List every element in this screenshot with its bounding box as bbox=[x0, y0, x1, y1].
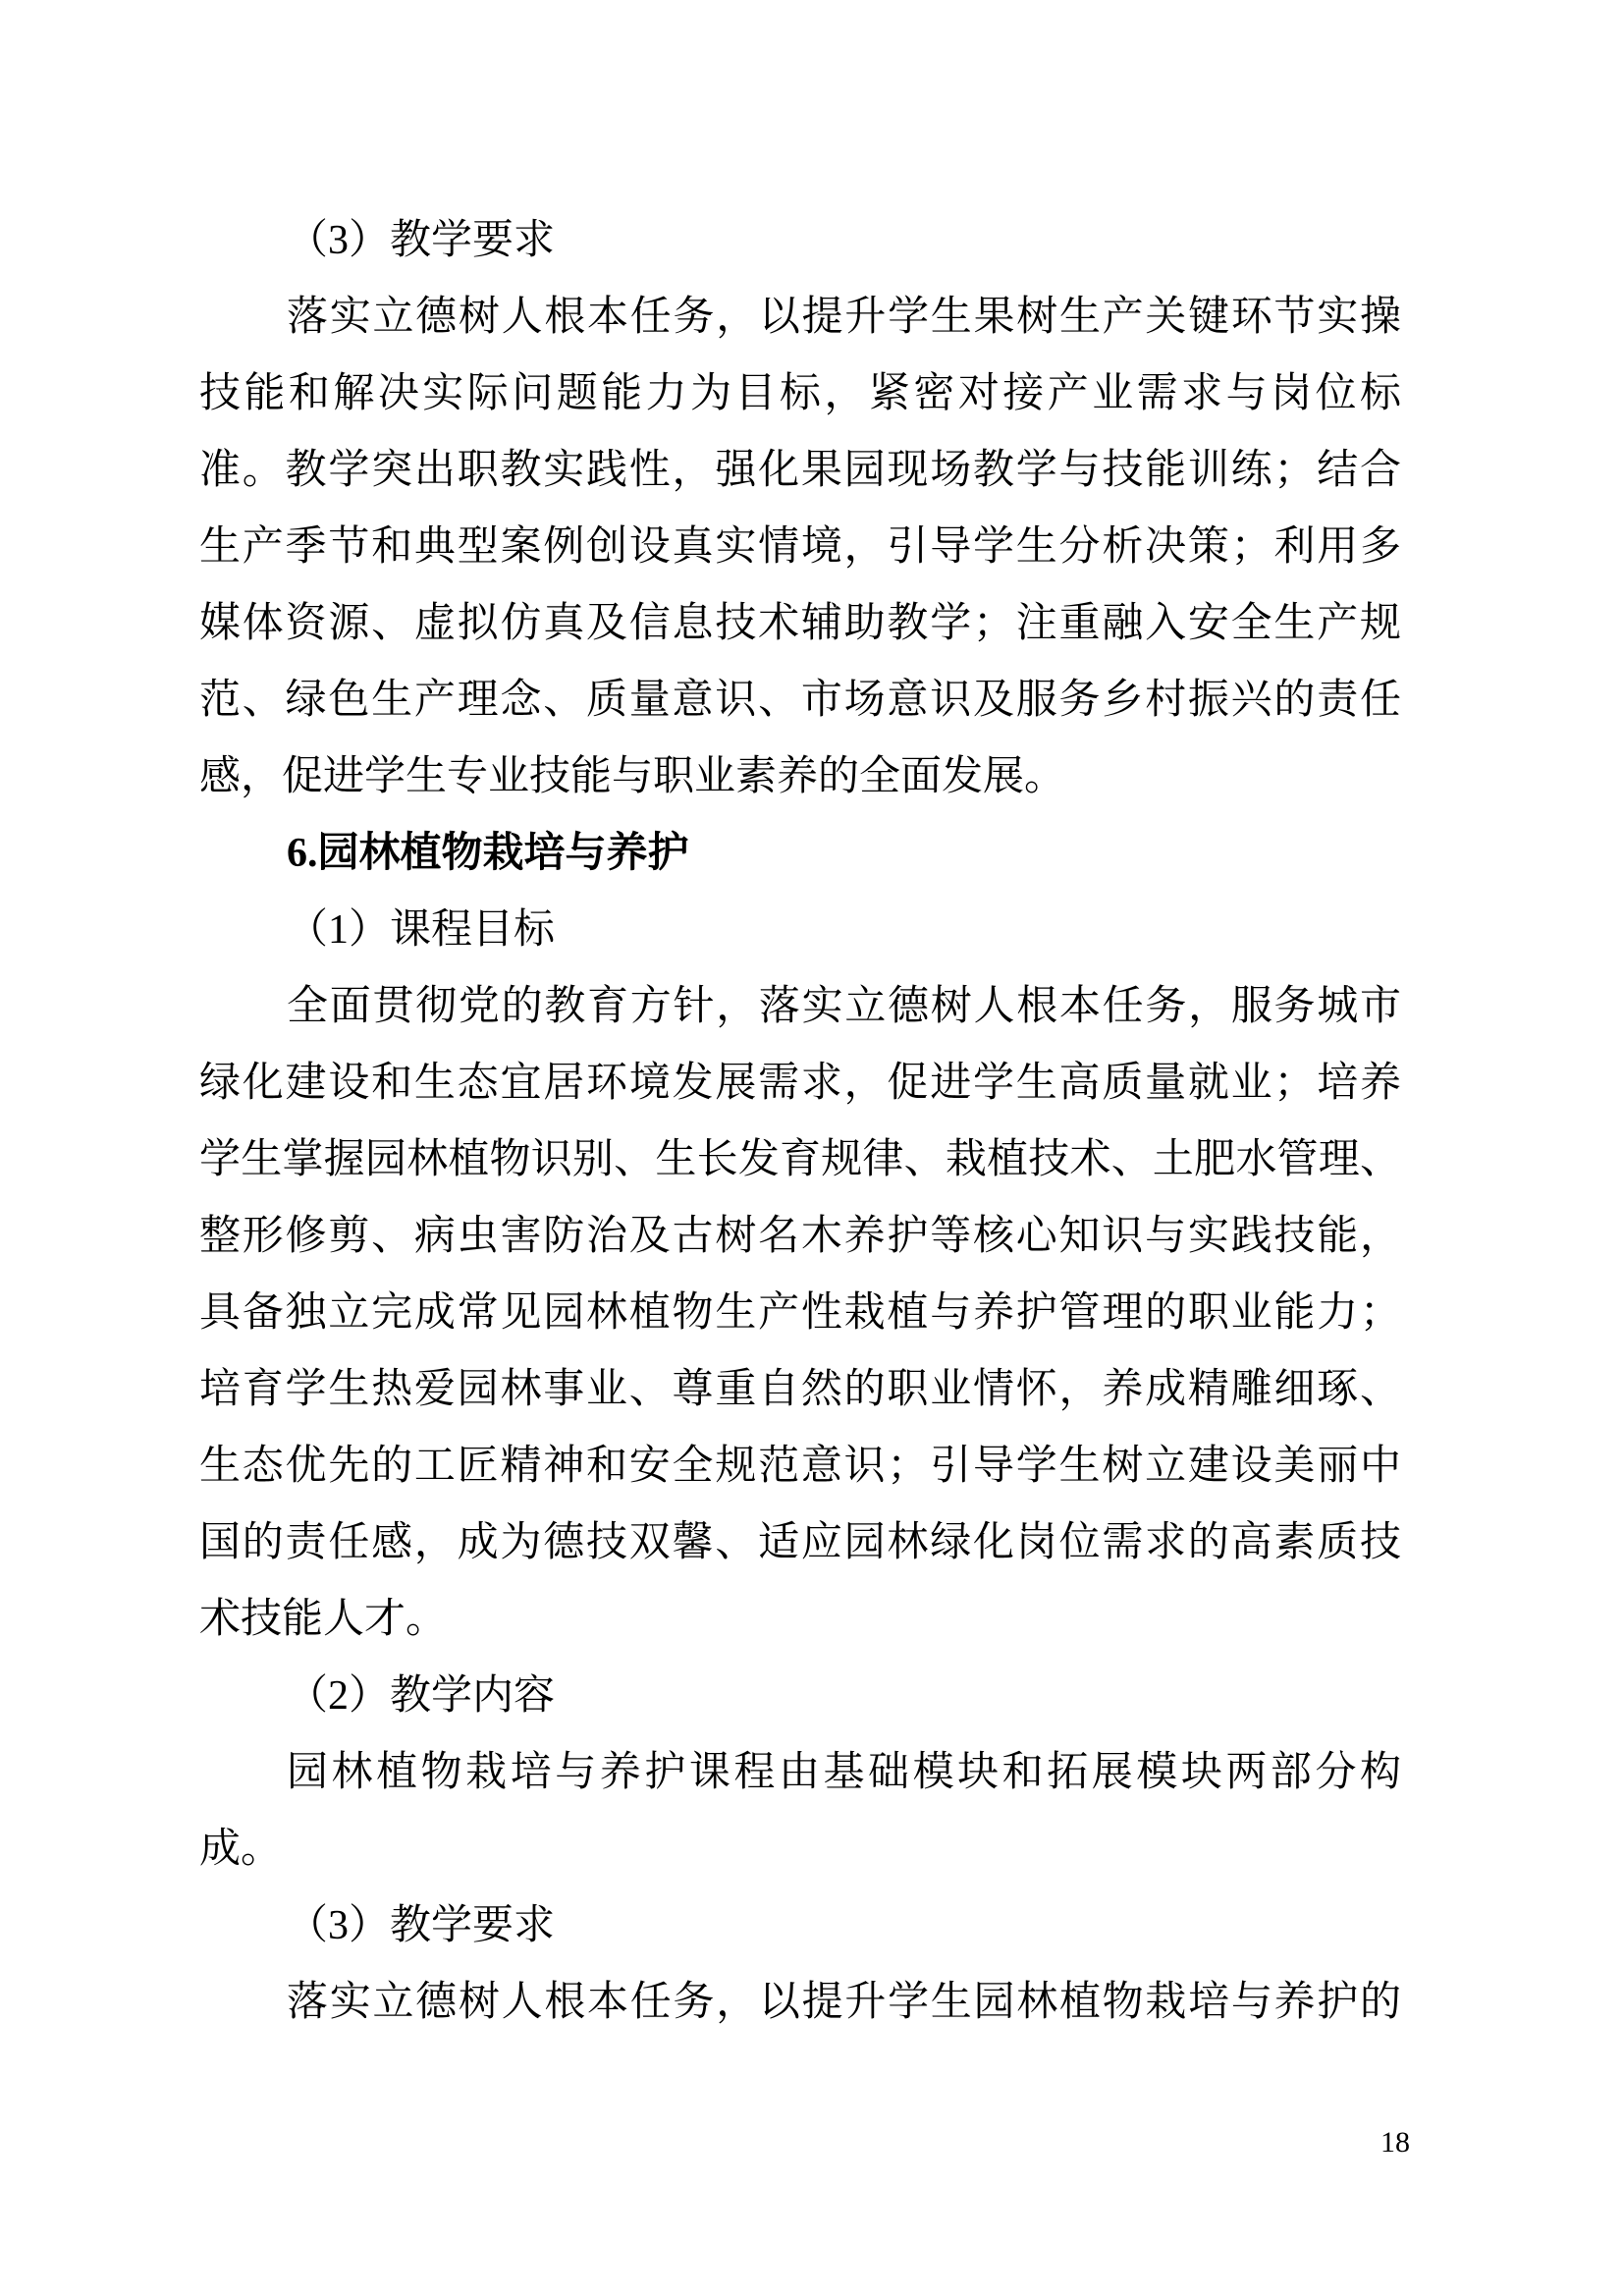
text-line: 国的责任感，成为德技双馨、适应园林绿化岗位需求的高素质技 bbox=[199, 1520, 1401, 1565]
page-number: 18 bbox=[1380, 2126, 1410, 2159]
text-line: 成。 bbox=[199, 1827, 283, 1872]
text-line: 整形修剪、病虫害防治及古树名木养护等核心知识与实践技能， bbox=[199, 1214, 1401, 1259]
document-body bbox=[199, 202, 1401, 2041]
text-line: 生态优先的工匠精神和安全规范意识；引导学生树立建设美丽中 bbox=[199, 1444, 1401, 1489]
text-line: 园林植物栽培与养护课程由基础模块和拓展模块两部分构 bbox=[287, 1750, 1401, 1795]
text-line: 培育学生热爱园林事业、尊重自然的职业情怀，养成精雕细琢、 bbox=[199, 1367, 1401, 1412]
text-line: 感，促进学生专业技能与职业素养的全面发展。 bbox=[199, 754, 1066, 799]
text-line: 术技能人才。 bbox=[199, 1597, 448, 1642]
text-line: 全面贯彻党的教育方针，落实立德树人根本任务，服务城市 bbox=[287, 984, 1401, 1029]
text-line: 技能和解决实际问题能力为目标，紧密对接产业需求与岗位标 bbox=[199, 371, 1401, 416]
text-line: （3）教学要求 bbox=[287, 218, 556, 263]
text-line: 6.园林植物栽培与养护 bbox=[287, 831, 689, 876]
text-line: 绿化建设和生态宜居环境发展需求，促进学生高质量就业；培养 bbox=[199, 1061, 1401, 1106]
text-line: （3）教学要求 bbox=[287, 1903, 556, 1948]
text-line: 具备独立完成常见园林植物生产性栽植与养护管理的职业能力； bbox=[199, 1290, 1401, 1336]
text-line: 学生掌握园林植物识别、生长发育规律、栽植技术、土肥水管理、 bbox=[199, 1137, 1401, 1182]
text-line: （2）教学内容 bbox=[287, 1673, 556, 1719]
text-line: 准。教学突出职教实践性，强化果园现场教学与技能训练；结合 bbox=[199, 448, 1401, 493]
text-line: 落实立德树人根本任务，以提升学生园林植物栽培与养护的 bbox=[287, 1980, 1401, 2025]
text-line: （1）课程目标 bbox=[287, 907, 556, 953]
text-line: 生产季节和典型案例创设真实情境，引导学生分析决策；利用多 bbox=[199, 524, 1401, 570]
text-line: 落实立德树人根本任务，以提升学生果树生产关键环节实操 bbox=[287, 295, 1401, 340]
text-line: 范、绿色生产理念、质量意识、市场意识及服务乡村振兴的责任 bbox=[199, 678, 1401, 723]
text-line: 媒体资源、虚拟仿真及信息技术辅助教学；注重融入安全生产规 bbox=[199, 601, 1401, 646]
